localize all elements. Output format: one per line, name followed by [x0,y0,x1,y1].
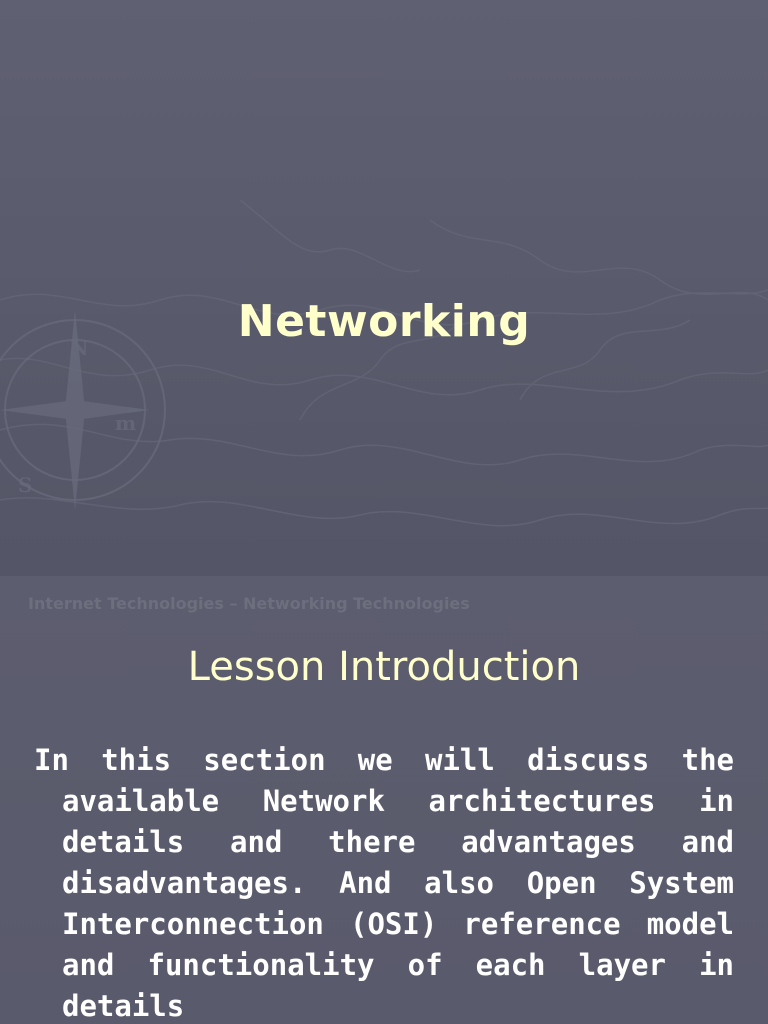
lesson-body-text [34,740,734,1024]
content-slide [0,576,768,1024]
svg-text:S: S [18,473,33,497]
slide-footer: Internet Technologies – Networking Technologies [28,594,470,613]
lesson-heading: Lesson Introduction [187,644,581,690]
slide-title: Networking [237,296,531,347]
svg-text:m: m [115,411,137,435]
svg-text:N: N [70,336,89,360]
lesson-body-content: In this section we will discuss the available Network architectures in details and there advantages and disadvantages. And also Open System Interconnection (OSI) reference model and functionality of each layer in details [34,743,734,1023]
